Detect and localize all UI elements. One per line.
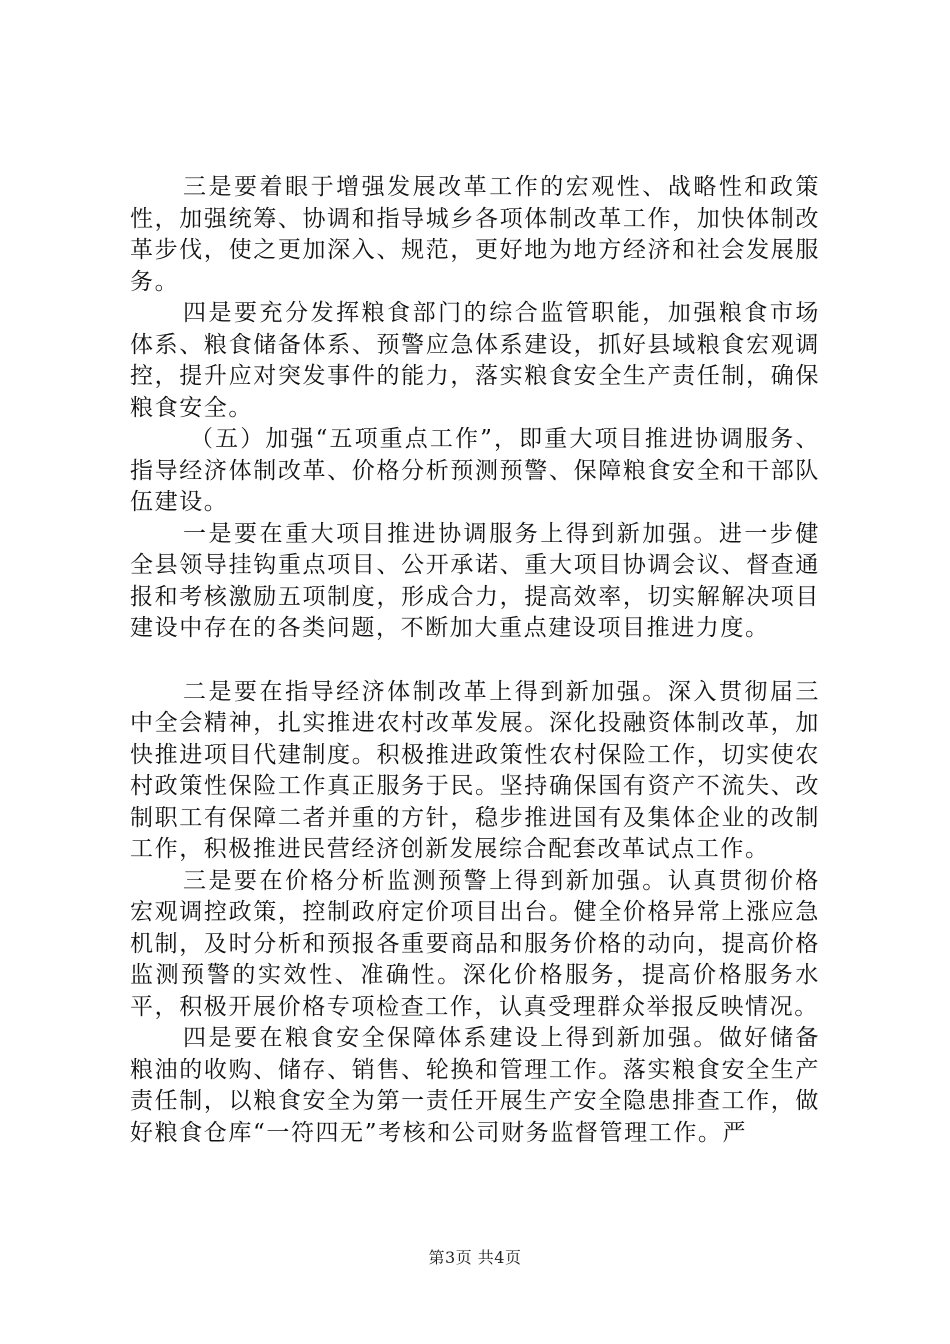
paragraph: 二是要在指导经济体制改革上得到新加强。深入贯彻届三中全会精神，扎实推进农村改革发展。深化投融资体制改革，加快推进项目代建制度。积极推进政策性农村保险工作，切实使农村政策性保险工作真正服务于民。坚持确保国有资产不流失、改制职工有保障二者并重的方针，稳步推进国有及集体企业的改制工作，积极推进民营经济创新发展综合配套改革试点工作。	[130, 678, 820, 862]
paragraph: 一是要在重大项目推进协调服务上得到新加强。进一步健全县领导挂钩重点项目、公开承诺、重大项目协调会议、督查通报和考核激励五项制度，形成合力，提高效率，切实解解决项目建设中存在的各类问题，不断加大重点建设项目推进力度。	[130, 520, 820, 641]
paragraph: 三是要着眼于增强发展改革工作的宏观性、战略性和政策性，加强统筹、协调和指导城乡各项体制改革工作，加快体制改革步伐，使之更加深入、规范，更好地为地方经济和社会发展服务。	[130, 174, 820, 295]
paragraph: 四是要充分发挥粮食部门的综合监管职能，加强粮食市场体系、粮食储备体系、预警应急体系建设，抓好县域粮食宏观调控，提升应对突发事件的能力，落实粮食安全生产责任制，确保粮食安全。	[130, 300, 820, 421]
paragraph: 四是要在粮食安全保障体系建设上得到新加强。做好储备粮油的收购、储存、销售、轮换和管理工作。落实粮食安全生产责任制，以粮食安全为第一责任开展生产安全隐患排查工作，做好粮食仓库“一符四无”考核和公司财务监督管理工作。严	[130, 1025, 820, 1146]
paragraph: 三是要在价格分析监测预警上得到新加强。认真贯彻价格宏观调控政策，控制政府定价项目出台。健全价格异常上涨应急机制，及时分析和预报各重要商品和服务价格的动向，提高价格监测预警的实效性、准确性。深化价格服务，提高价格服务水平，积极开展价格专项检查工作，认真受理群众举报反映情况。	[130, 867, 820, 1020]
document-body	[130, 172, 820, 1149]
page-number-footer: 第3页 共4页	[428, 1248, 522, 1267]
section-heading: （五）加强“五项重点工作”，即重大项目推进协调服务、指导经济体制改革、价格分析预测预警、保障粮食安全和干部队伍建设。	[130, 426, 820, 515]
